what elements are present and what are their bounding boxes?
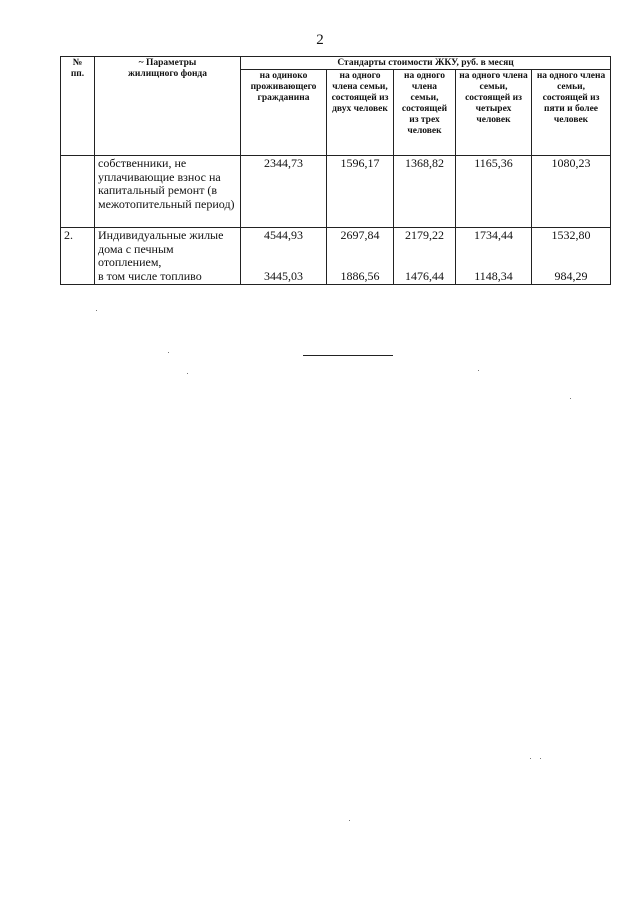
- cost-value: 2697,84: [340, 228, 380, 242]
- cost-value-cell: [394, 228, 456, 285]
- column-header-number-text: № пп.: [70, 58, 85, 79]
- scan-speck: [349, 820, 350, 821]
- row-parameter-sub: в том числе топливо: [98, 268, 202, 283]
- end-separator-line: [303, 355, 393, 356]
- column-header-parameters-text: ~ Параметры жилищного фонда: [128, 58, 207, 79]
- table-row: [61, 228, 611, 285]
- fuel-cost-value: 1476,44: [405, 268, 444, 283]
- page-number: 2: [316, 32, 324, 48]
- scan-speck: [96, 310, 97, 311]
- cost-value-cell: [456, 228, 532, 285]
- cost-value: 1734,44: [474, 228, 513, 242]
- cost-value: 1368,82: [394, 156, 456, 228]
- scan-speck: [187, 373, 188, 374]
- scan-speck: [168, 352, 169, 353]
- row-number: 2.: [61, 228, 95, 285]
- subheader-single: на одиноко проживающего гражданина: [241, 70, 327, 156]
- cost-value-cell: [241, 228, 327, 285]
- subheader-family-4: на одного члена семьи, состоящей из четырех человек: [456, 70, 532, 156]
- scan-speck: [570, 398, 571, 399]
- cost-value: 1165,36: [456, 156, 532, 228]
- subheader-family-2: на одного члена семьи, состоящей из двух человек: [327, 70, 394, 156]
- column-header-number: [61, 57, 95, 156]
- fuel-cost-value: 1148,34: [474, 268, 513, 283]
- cost-value: 1080,23: [532, 156, 611, 228]
- table-row: [61, 156, 611, 228]
- cost-value-cell: [532, 228, 611, 285]
- cost-value-cell: [327, 228, 394, 285]
- fuel-cost-value: 1886,56: [340, 268, 380, 283]
- subheader-family-5plus: на одного члена семьи, состоящей из пяти и более человек: [532, 70, 611, 156]
- group-header-cost-standards: [241, 57, 611, 70]
- row-parameter: собственники, не уплачивающие взнос на капитальный ремонт (в межотопительный период): [95, 156, 241, 228]
- cost-value: 4544,93: [264, 228, 303, 242]
- fuel-cost-value: 3445,03: [264, 268, 303, 283]
- scan-speck: [540, 758, 541, 759]
- fuel-cost-value: 984,29: [554, 268, 588, 283]
- housing-cost-standards-table: [60, 56, 611, 285]
- cost-value: 2179,22: [405, 228, 444, 242]
- column-header-parameters: [95, 57, 241, 156]
- row-parameter-main: Индивидуальные жилые дома с печным отоплением,: [98, 228, 224, 269]
- cost-value: 1532,80: [551, 228, 591, 242]
- subheader-family-3: на одного члена семьи, состоящей из трех человек: [394, 70, 456, 156]
- scan-speck: [530, 758, 531, 759]
- group-header-cost-standards-text: Стандарты стоимости ЖКУ, руб. в месяц: [337, 58, 514, 68]
- cost-value: 2344,73: [241, 156, 327, 228]
- cost-value: 1596,17: [327, 156, 394, 228]
- row-number: [61, 156, 95, 228]
- scan-speck: [478, 370, 479, 371]
- row-parameter: [95, 228, 241, 285]
